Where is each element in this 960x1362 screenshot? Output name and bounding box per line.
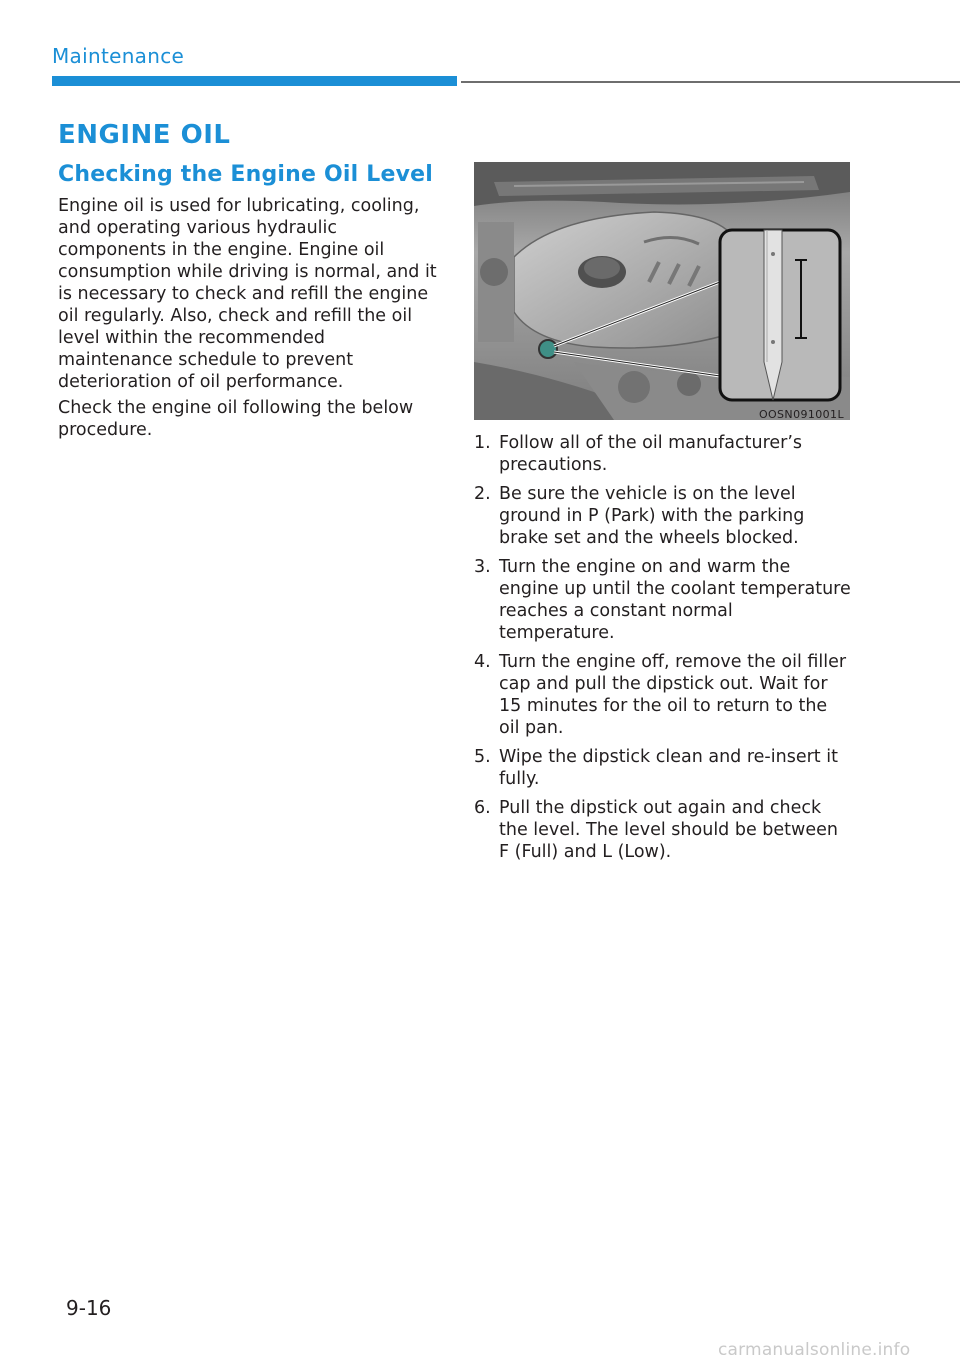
step-number: 2. [474, 484, 491, 504]
watermark: carmanualsonline.info [718, 1340, 911, 1360]
list-item [474, 432, 852, 476]
subsection-heading: Checking the Engine Oil Level [58, 162, 433, 187]
section-heading: ENGINE OIL [58, 120, 231, 150]
list-item [474, 651, 852, 739]
step-text: Wipe the dipstick clean and re-insert it fully. [499, 747, 838, 789]
step-number: 1. [474, 433, 491, 453]
step-number: 4. [474, 652, 491, 672]
list-item [474, 483, 852, 549]
header-rule-thin [461, 81, 960, 83]
step-text: Be sure the vehicle is on the level ground in P (Park) with the parking brake set and the wheels blocked. [499, 484, 805, 548]
procedure-intro-paragraph: Check the engine oil following the below procedure. [58, 398, 414, 440]
section-header-label: Maintenance [52, 44, 185, 68]
intro-paragraph: Engine oil is used for lubricating, cooling, and operating various hydraulic components in the engine. Engine oil consumption while driving is normal, and it is necessary to check and refill the engine oil regularly. Also, check and refill the oil level within the recommended maintenance schedule to prevent deterioration of oil performance. [58, 196, 437, 392]
figure-caption: OOSN091001L [758, 408, 844, 421]
step-number: 6. [474, 798, 491, 818]
procedure-steps-list [474, 432, 852, 870]
step-number: 3. [474, 557, 491, 577]
engine-bay-dipstick-image [474, 162, 850, 420]
list-item [474, 797, 852, 863]
step-text: Follow all of the oil manufacturer’s precautions. [499, 433, 803, 475]
engine-bay-figure [474, 162, 850, 420]
step-text: Turn the engine off, remove the oil filler cap and pull the dipstick out. Wait for 15 minutes for the oil to return to the oil pan. [499, 652, 847, 738]
header-rule-accent [52, 76, 457, 86]
step-text: Turn the engine on and warm the engine up until the coolant temperature reaches a constant normal temperature. [499, 557, 851, 643]
step-text: Pull the dipstick out again and check the level. The level should be between F (Full) and L (Low). [499, 798, 838, 862]
step-number: 5. [474, 747, 491, 767]
page-number: 9-16 [66, 1296, 112, 1320]
list-item [474, 556, 852, 644]
list-item [474, 746, 852, 790]
